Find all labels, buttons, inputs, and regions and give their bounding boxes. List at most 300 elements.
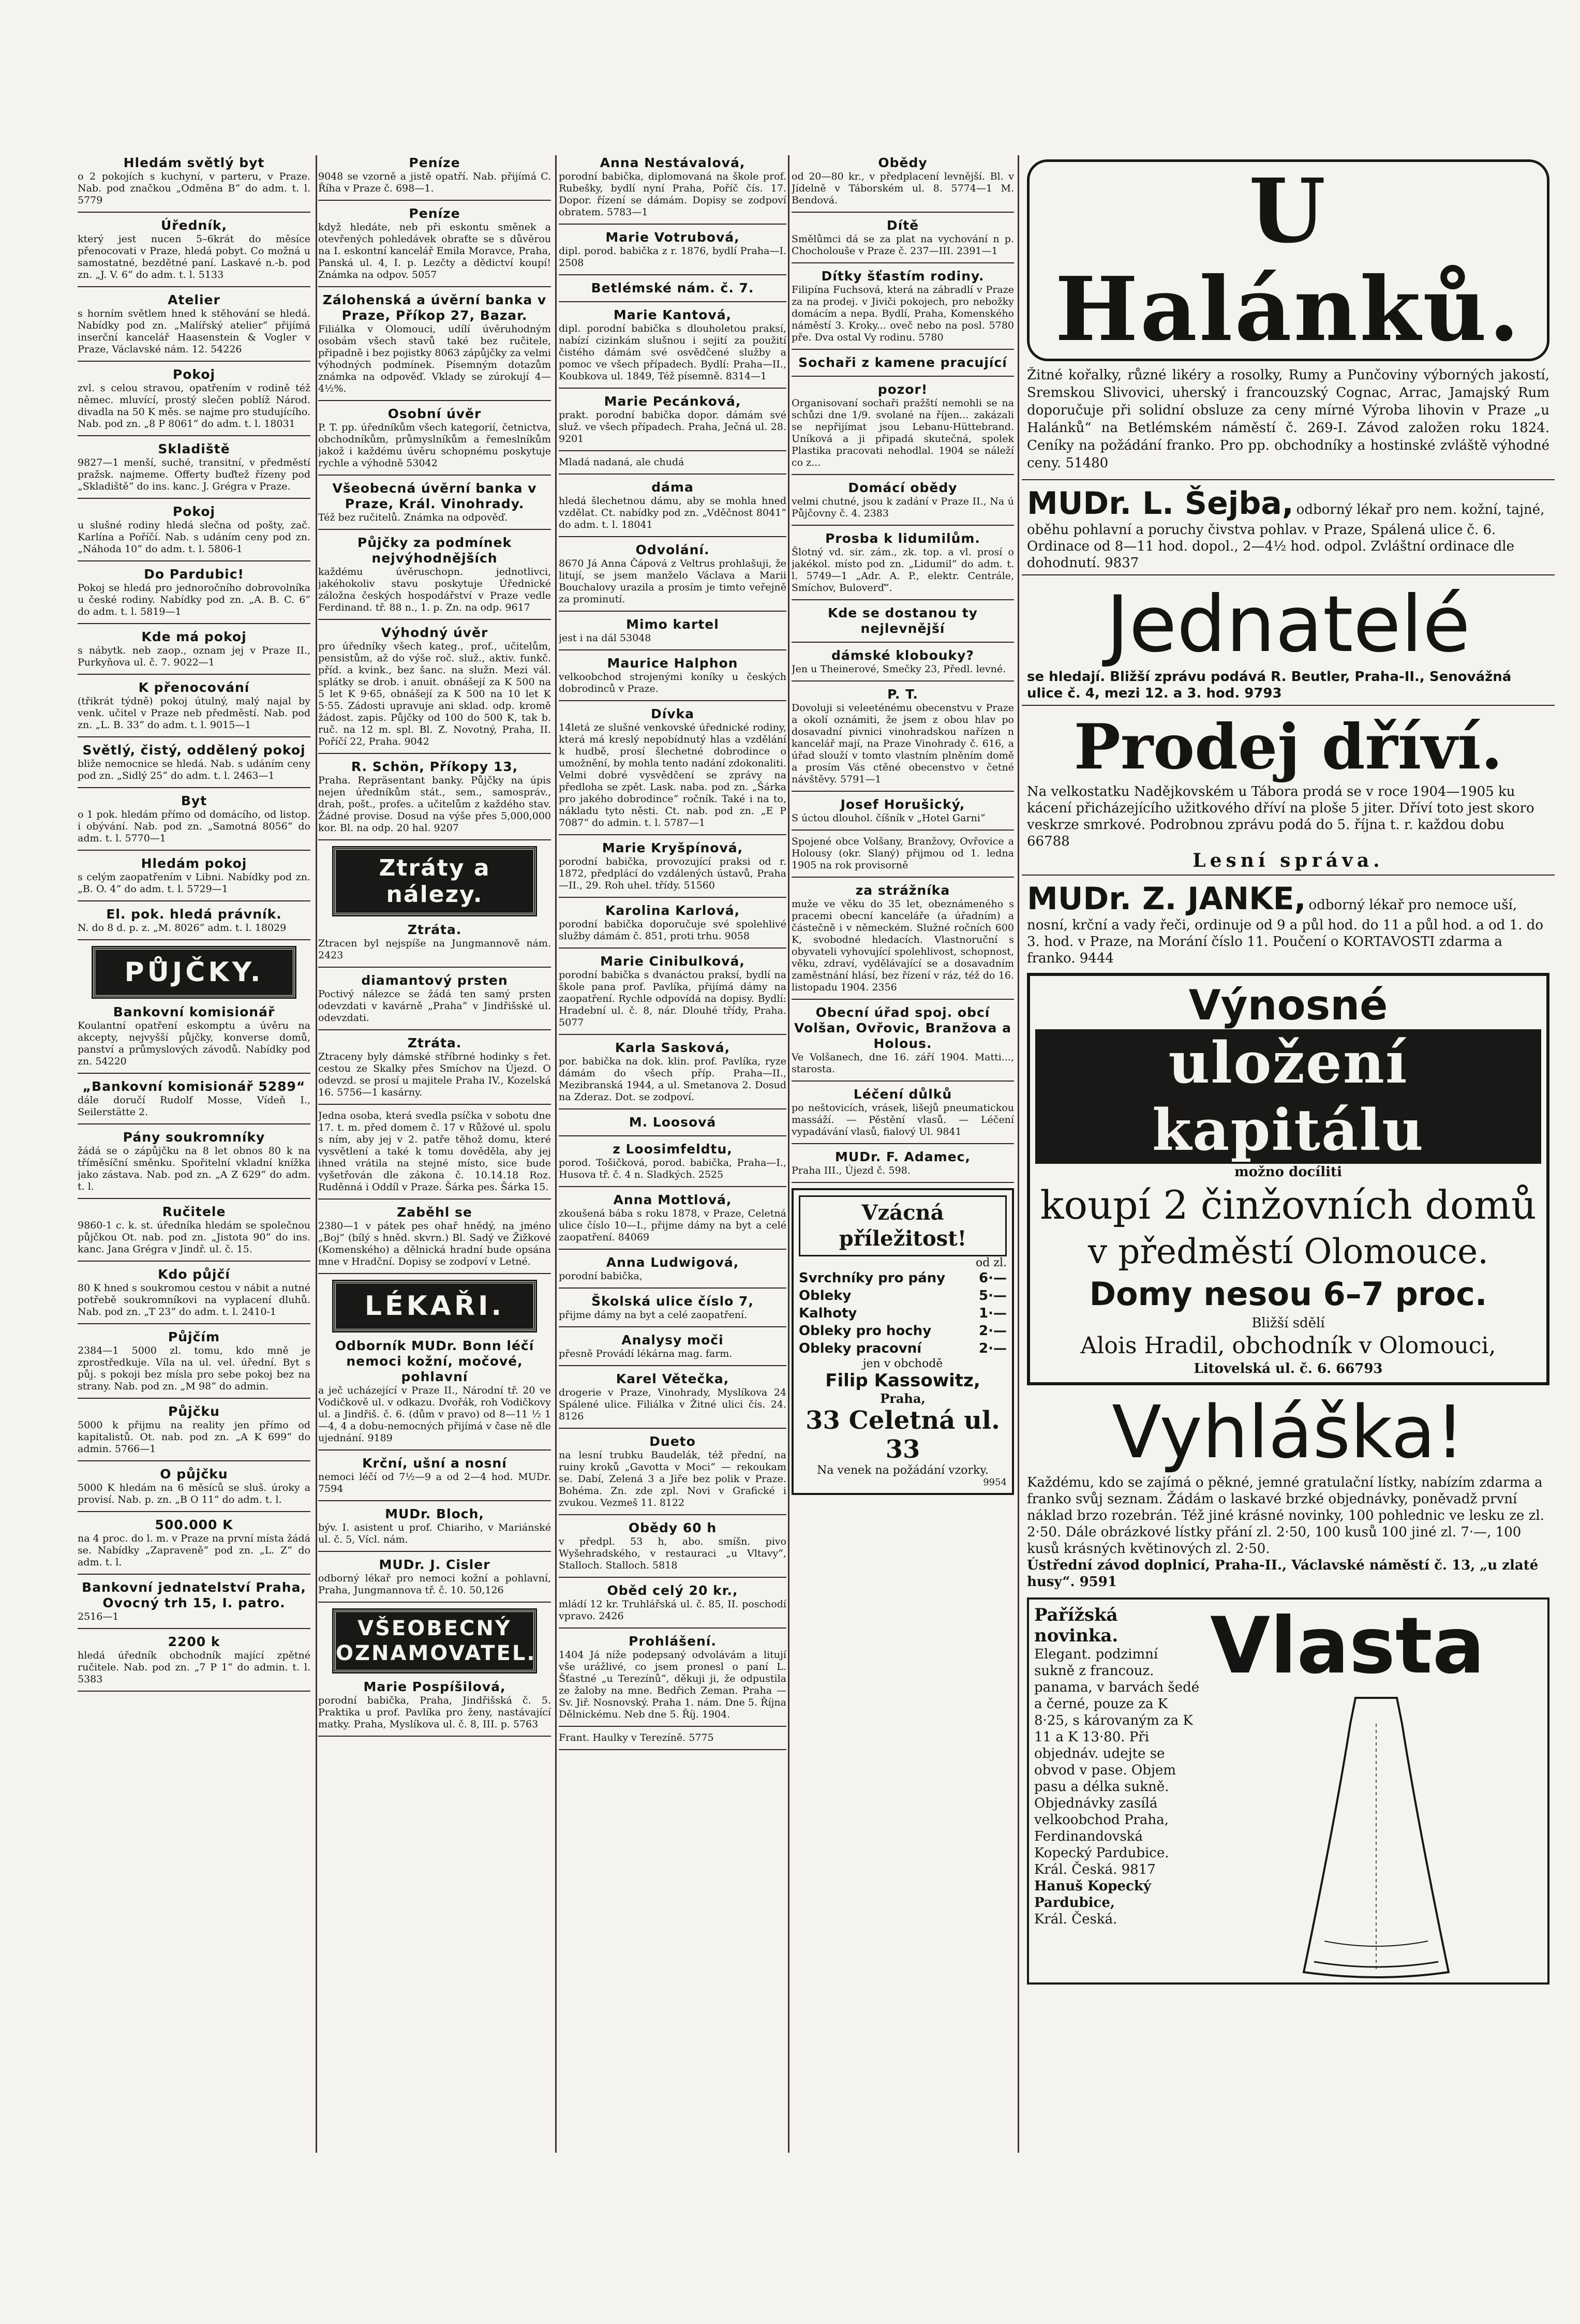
halanku-title-frame	[1027, 159, 1549, 361]
classified-ad	[78, 1580, 310, 1623]
divider	[559, 1135, 786, 1136]
ad-heading: Pány soukromníky	[123, 1130, 265, 1145]
classified-ad	[78, 1467, 310, 1506]
divider	[78, 1261, 310, 1262]
divider	[559, 1627, 786, 1629]
divider	[318, 1198, 551, 1200]
ad-text: (třikrát týdně) pokoj útulný, malý najal by venk. učitel v Praze neb předměstí. Nab. pod zn. „L. B. 33“ do adm. t. l. 9015—1	[78, 695, 310, 731]
divider	[792, 1143, 1014, 1144]
prilezitost-code: 9954	[983, 1477, 1007, 1488]
ad-text: jest i na dál 53048	[559, 632, 651, 644]
ad-text: v předpl. 53 h, abo. smíšn. pivo Wyšehradského, v restauraci „u Vltavy“, Stalloch. Stalloch. 5818	[559, 1536, 786, 1571]
sejba-text: odborný lékař pro nem. kožní, tajné, oběhu pohlavní a poruchy čivstva pohlav. v Praze, Spálená ulice č. 6. Ordinace od 8—11 hod. dopol., 2—4½ hod. odpol. Zvláštní ordinace dle dohodnutí. 9837	[1027, 502, 1545, 571]
classified-ad	[318, 625, 551, 748]
ulozeni-title: uložení kapitálu	[1035, 1029, 1541, 1164]
ad-text: Smělůmci dá se za plat na vychování n p. Chocholouše v Praze č. 237—III. 2391—1	[792, 233, 1014, 257]
ad-heading: MUDr. F. Adamec,	[835, 1149, 971, 1164]
divider	[1022, 479, 1555, 480]
ad-heading: Peníze	[409, 206, 460, 221]
classified-ad	[559, 394, 786, 445]
divider	[78, 1460, 310, 1461]
ad-text: porodní babička s dvanáctou praksí, bydlí na škole pana prof. Pavlíka, přijímá dámy na zaopatření. Rychle odpovídá na dopisy. Bydlí: Hradební ul. č. 8, nár. Dlouhé třídy, Praha. 5077	[559, 969, 786, 1028]
vseob-line-1: VŠEOBECNÝ	[357, 1617, 512, 1640]
ad-heading: Skladiště	[158, 441, 230, 456]
newspaper-page	[36, 155, 1557, 2292]
divider	[792, 999, 1014, 1000]
divider	[78, 1628, 310, 1629]
classified-ad	[78, 155, 310, 206]
divider	[559, 1249, 786, 1250]
ad-text: zvl. s celou stravou, opatřením v rodině též němec. mluvící, prostý slečen poblíž Národ. divadla na 50 K měs. se najme pro studujícího. Nab. pod zn. „8 P 8061“ do adm. t. l. 18031	[78, 382, 310, 430]
divider	[318, 200, 551, 201]
ad-heading: 500.000 K	[155, 1517, 233, 1532]
sejba-name: MUDr. L. Šejba,	[1027, 485, 1294, 522]
ad-text: přesně Provádí lékárna mag. farm.	[559, 1348, 733, 1359]
ad-heading: Prosba k lidumilům.	[825, 531, 980, 546]
ad-text: s celým zaopatřením v Libni. Nabídky pod zn. „B. O. 4“ do adm. t. l. 5729—1	[78, 871, 310, 895]
classified-ad	[78, 1329, 310, 1393]
vlasta-title: Vlasta	[1210, 1601, 1485, 1691]
price-value: 6·—	[979, 1270, 1007, 1286]
ad-heading: diamantový prsten	[361, 973, 508, 988]
divider	[78, 787, 310, 788]
classified-ad	[78, 1404, 310, 1455]
vlasta-text: Elegant. podzimní sukně z francouz. panama, v barvách šedé a černé, pouze za K 8·25, s károvaným za K 11 a K 13·80. Při objednáv. udejte se obvod v pase. Objem pasu a délka sukně. Objednávky zasílá velkoobchod Praha, Ferdinandovská Kopecký Pardubice. Král. Česká. 9817	[1034, 1647, 1200, 1877]
classified-ad	[78, 567, 310, 618]
divider	[559, 1577, 786, 1578]
ad-text: pro úředníky všech kateg., prof., učitelům, pensistům, až do výše roč. služ., aktiv. funkč. příd. a kvink., bez šanc. na služn. Mezi vál. splátky se drob. i anuit. obnášejí za K 500 na 5 let K 9·65, obnášejí za K 500 na 10 let K 5·55. Zádosti upravuje ani sklad. odp. kromě žádost. zapis. Půjčky od 100 do 500 K, tak b. ruč. na 12 m. spl. Bl. Z. Novotný, Praha, II. Poříčí 22, Praha. 9042	[318, 641, 551, 747]
ad-heading: Atelier	[168, 292, 220, 307]
ad-heading: 2200 k	[168, 1634, 220, 1649]
divider	[559, 948, 786, 949]
divider	[559, 1749, 786, 1750]
prilezitost-foot: Na venek na požádání vzorky.	[817, 1464, 989, 1477]
ad-heading: „Bankovní komisionář 5289“	[82, 1079, 306, 1094]
divider	[559, 301, 786, 302]
ad-heading: Výhodný úvěr	[381, 625, 488, 640]
divider	[1022, 705, 1555, 706]
ad-text: P. T. pp. úředníkům všech kategorií, četnictva, obchodníkům, průmyslníkům a řemeslníkům jakož i každému úvěru schopnému poskytuje rychle a výhodně 53042	[318, 422, 551, 469]
classified-ad	[78, 1204, 310, 1255]
divider	[78, 736, 310, 737]
ad-heading: Analysy moči	[621, 1333, 724, 1348]
ad-heading: Osobní úvěr	[387, 406, 482, 421]
lesni-sprava: Lesní správa.	[1193, 850, 1384, 871]
prilezitost-ad	[792, 1188, 1014, 1495]
ad-text: 2516—1	[78, 1611, 119, 1622]
classified-ad	[318, 922, 551, 961]
classified-ad	[318, 155, 551, 195]
price-value: 5·—	[979, 1288, 1007, 1304]
classified-ad	[792, 687, 1014, 786]
ad-text: nemoci léčí od 7½—9 a od 2—4 hod. MUDr. 7594	[318, 1471, 551, 1494]
ad-text: 9048 se vzorně a jistě opatří. Nab. přijímá C. Říha v Praze č. 698—1.	[318, 171, 551, 194]
ad-heading: Světlý, čistý, oddělený pokoj	[82, 743, 306, 758]
classified-ad	[559, 1434, 786, 1509]
ad-heading: Všeobecná úvěrní banka v Praze, Král. Vinohrady.	[332, 481, 537, 511]
classified-ad	[78, 1634, 310, 1685]
ad-text: 8670 Já Anna Čápová z Veltrus prohlašuji, že litují, se jsem manželo Václava a Marii Bouchalovy urazila a prosím je timto veřejně za prominutí.	[559, 558, 786, 605]
jednatele-ad	[1022, 581, 1555, 702]
ad-text: o 1 pok. hledám přímo od domácího, od listop. i obývání. Nab. pod zn. „Samotná 8056“ do adm. t. l. 5770—1	[78, 809, 310, 844]
ad-heading: Dítě	[886, 218, 919, 233]
divider	[792, 680, 1014, 682]
classified-ad	[318, 1506, 551, 1546]
divider	[559, 649, 786, 650]
divider	[559, 1287, 786, 1289]
classified-ad	[78, 292, 310, 356]
ad-heading: z Loosimfeldtu,	[613, 1142, 733, 1157]
ad-text: 5000 K hledám na 6 měsíců se sluš. úroky a provisí. Nab. p. zn. „B O 11“ do adm. t. l.	[78, 1482, 310, 1505]
ad-heading: Léčení důlků	[853, 1087, 952, 1102]
ad-text: který jest nucen 5–6krát do měsíce přenocovati v Praze, hledá pobyt. Co možná u samostatné, bezdětné paní. Laskavé n.-b. pod zn. „J. V. 6“ do adm. t. l. 5133	[78, 233, 310, 280]
ad-heading: dáma	[651, 480, 694, 495]
ad-heading: Ztráta.	[407, 922, 462, 937]
prodej-title: Prodej dříví.	[1074, 710, 1503, 783]
classified-ad	[792, 1005, 1014, 1075]
divider	[559, 388, 786, 389]
classified-ad	[792, 218, 1014, 257]
column-rule	[316, 155, 317, 2153]
classified-ad	[78, 743, 310, 782]
divider	[559, 1514, 786, 1515]
classified-ad	[559, 954, 786, 1029]
divider	[78, 498, 310, 499]
ad-heading: Mimo kartel	[626, 617, 719, 632]
ad-text: S úctou dlouhol. číšník v „Hotel Garni“	[792, 812, 986, 824]
ad-heading: MUDr. J. Cisler	[379, 1557, 490, 1572]
classified-ad	[559, 230, 786, 269]
ad-heading: Obecní úřad spoj. obcí Volšan, Ovřovic, Branžova a Holous.	[794, 1005, 1011, 1051]
classified-ad	[78, 680, 310, 731]
ad-heading: Marie Pospíšilová,	[363, 1679, 506, 1694]
ad-text: na lesní trubku Baudelák, též přední, na ruiny kroků „Gavotta v Moci“ — rekoukam se. Dabí, Zelená 3 a Jiře bez polik v Praze. Bohéma. Zn. zde zpl. Novi v Grafické i zvukou. Vezmeš 11. 8122	[559, 1449, 786, 1508]
hradil-text: Alois Hradil, obchodník v Olomouci,	[1080, 1333, 1496, 1359]
classified-ad	[559, 1333, 786, 1360]
vlasta-ad	[1027, 1597, 1549, 1985]
ad-heading: Půjčky za podmínek nejvýhodnějších	[357, 535, 512, 566]
divider	[318, 1104, 551, 1105]
divider	[559, 1034, 786, 1035]
janke-text: odborný lékař pro nemoce uší, nosní, krční a vady řeči, ordinuje od 9 a půl hod. do 11 a půl hod. a od 1. do 3. hod. v Praze, na Morání číslo 11. Poučení o KORTAVOSTI zdarma a franko. 9444	[1027, 897, 1544, 966]
ad-text: porodní babička, provozující praksi od r. 1872, předplácí do vzdálených ústavů, Praha—II., 29. Roh uhel. třídy. 51560	[559, 856, 786, 891]
classified-ad	[792, 1149, 1014, 1177]
sejba-ad	[1022, 485, 1555, 571]
ad-text: 80 K hned s soukromou cestou v nábit a nutné potřebě soukromníkovi na vyplacení dluhů. Nab. pod zn. „T 23“ do adm. t. l. 2410-1	[78, 1282, 310, 1318]
ad-text: prakt. porodní babička dopor. dámám své služ. ve všech případech. Praha, Ječná ul. 28. 9201	[559, 409, 786, 445]
lekari-heading: LÉKAŘI.	[334, 1281, 535, 1331]
classified-ad	[559, 1634, 786, 1721]
divider	[78, 560, 310, 561]
halanku-title: U Halánků.	[1055, 159, 1522, 361]
divider	[559, 274, 786, 275]
divider	[559, 1326, 786, 1327]
divider	[559, 1428, 786, 1429]
divider	[318, 475, 551, 476]
ad-heading: Obědy 60 h	[628, 1520, 717, 1535]
divider	[559, 611, 786, 612]
divider	[559, 834, 786, 835]
ad-heading: O půjčku	[160, 1467, 228, 1482]
price-row	[799, 1340, 1007, 1357]
classified-ad	[559, 840, 786, 892]
ad-heading: P. T.	[887, 687, 918, 702]
classified-ad	[78, 907, 310, 934]
classified-ad	[792, 155, 1014, 206]
divider	[318, 967, 551, 968]
ad-heading: pozor!	[877, 382, 928, 397]
ad-heading: Maurice Halphon	[607, 656, 738, 671]
ad-text: hledá šlechetnou dámu, aby se mohla hned vzdělat. Ct. nabídky pod zn. „Vděčnost 8041“ do adm. t. l. 18041	[559, 495, 786, 530]
divider	[78, 1691, 310, 1692]
ad-heading: Anna Ludwigová,	[606, 1255, 739, 1270]
ad-text: hledá úředník obchodník mající zpětné ručitele. Nab. pod zn. „7 P 1“ do admin. t. l. 5383	[78, 1650, 310, 1685]
ad-text: přijme dámy na byt a celé zaopatření.	[559, 1309, 748, 1321]
divider	[559, 473, 786, 475]
ad-heading: Betlémské nám. č. 7.	[591, 280, 754, 295]
ad-text: Ve Volšanech, dne 16. září 1904. Matti..., starosta.	[792, 1052, 1014, 1075]
divider	[559, 1108, 786, 1109]
classified-ad	[559, 656, 786, 695]
ad-text: muže ve věku do 35 let, obeznámeného s pracemi obecní kanceláře (a úřadním) a částečně i v německém. Služné ročních 600 K, svobodné hledacích. Vlastnoruční s obyvateli vyhovující spolehlivost, schopnost, věku, zdraví, vydělávající se a dosavadním zaměstnání hlásí, bez řízení v ráz, též do 16. listopadu 1904. 2356	[792, 898, 1014, 993]
ad-text: a ječ ucházející v Praze II., Národní tř. 20 ve Vodičkově ul. v odkazu. Dvořák, roh Vodičkovy ul. a Jindřiš. č. 6. (dům v pravo) od 8—11 ½ 1—4, 4 a dobu-nemocných přijímá v čase ně dle ujednání. 9189	[318, 1385, 551, 1444]
koupi-text: koupí 2 činžovních domů	[1040, 1182, 1537, 1228]
ad-heading: MUDr. Bloch,	[385, 1506, 484, 1521]
ad-text: N. do 8 d. p. z. „M. 8026“ adm. t. l. 18029	[78, 922, 287, 934]
classified-ad	[559, 617, 786, 644]
halanku-text: Žitné kořalky, různé likéry a rosolky, Rumy a Punčoviny výborných jakostí, Sremskou Slivovici, uherský i francouzský Cognac, Arrac, Jamajský Rum doporučuje při solidní obsluze za ceny mírné Výroba lihovin v Praze „u Halánků“ na Betlémském náměstí č. 269-I. Závod založen roku 1824. Ceníky na požádání franko. Pro pp. obchodníky a hostinské zvláště výhodné ceny. 51480	[1027, 367, 1549, 471]
classified-ad	[78, 793, 310, 845]
halanku-ad	[1022, 159, 1555, 472]
ad-text: porodní babička, Praha, Jindřišská č. 5. Praktika u prof. Pavlíka pro ženy, nastávající matky. Praha, Myslíkova ul. č. 8, III. p. 5763	[318, 1695, 551, 1730]
divider	[792, 1182, 1014, 1183]
vlasta-small: Pařížská novinka.	[1034, 1605, 1119, 1646]
ad-heading: Ztráta.	[407, 1035, 462, 1050]
divider	[559, 1186, 786, 1187]
ad-heading: Domácí obědy	[848, 480, 958, 495]
divider	[792, 830, 1014, 831]
vseob-line-2: OZNAMOVATEL.	[336, 1641, 536, 1665]
classified-ad	[792, 797, 1014, 824]
divider	[792, 212, 1014, 213]
classified-ad	[792, 531, 1014, 594]
ad-text: Praha. Repräsentant banky. Půjčky na úpis nejen úředníkům stát., sem., samospráv., drah, pošt., profes. a učitelům z každého stav. Žádné provise. Dosud na výše přes 5,000,000 kor. Bl. na odp. 20 hal. 9207	[318, 775, 551, 834]
ad-heading: dámské klobouky?	[831, 648, 974, 663]
ad-heading: Marie Cinibulková,	[600, 954, 745, 969]
divider	[78, 1574, 310, 1575]
ad-text: 5000 k přijmu na reality jen přímo od kapitalistů. Ot. nab. pod zn. „A K 699“ do admin. 5766—1	[78, 1419, 310, 1455]
ad-heading: Kde se dostanou ty nejlevnější	[828, 605, 978, 636]
divider	[559, 700, 786, 701]
ad-text: 9860-1 c. k. st. úředníka hledám se společnou půjčkou Ot. nab. pod zn. „Jistota 90“ do ins. kanc. Jana Grégra v Jindř. ul. č. 15.	[78, 1220, 310, 1255]
classified-ad	[318, 481, 551, 524]
divider	[78, 1123, 310, 1124]
ad-text: drogerie v Praze, Vinohrady, Myslíkova 24 Spálené ulice. Filiálka v Žitné ulici čís. 24. 8126	[559, 1387, 786, 1422]
janke-ad	[1022, 881, 1555, 967]
ad-text: odborný lékař pro nemoci kožní a pohlavní, Praha, Jungmannova tř. č. 10. 50,126	[318, 1573, 551, 1596]
classified-ad	[318, 1557, 551, 1596]
pujcky-heading: PŮJČKY.	[93, 948, 295, 997]
ad-text: Jedna osoba, která svedla psíčka v sobotu dne 17. t. m. před domem č. 17 v Růžové ul. spolu s ním, aby jej v 2. patře těhož domu, které vysvětlení a také k tomu dověděla, aby jej ihned vrátila na stejné místo, sice bude vyšetřován dle zákona č. 10.14.18 Roz. Ruděnná i Oddíl v Praze. Šárka pes. Šárka 15.	[318, 1110, 551, 1193]
ad-text: 2384—1 5000 zl. tomu, kdo mně je zprostředkuje. Víla na ul. vel. úřední. Byt s půj. s pokoji bez mísla pro sebe pokoj bez na strany. Nab. pod zn. „M 98“ do admin.	[78, 1345, 310, 1392]
divider	[559, 1365, 786, 1366]
classified-ad	[559, 1115, 786, 1130]
column-4	[792, 155, 1014, 1502]
ad-heading: M. Loosová	[629, 1115, 717, 1130]
domy-text: Domy nesou 6–7 proc.	[1089, 1275, 1487, 1313]
divider	[1022, 574, 1555, 575]
divider	[792, 599, 1014, 600]
ad-heading: Peníze	[409, 155, 460, 170]
vlasta-foot: Král. Česká.	[1034, 1912, 1117, 1927]
ad-text: od 20—80 kr., v předplacení levnější. Bl. v Jídelně v Táborském ul. 8. 5774—1 M. Bendová.	[792, 171, 1014, 206]
divider	[78, 850, 310, 851]
divider	[78, 900, 310, 901]
classified-ad	[559, 280, 786, 296]
price-value: 2·—	[979, 1323, 1007, 1339]
vlasta-brand: Hanuš Kopecký	[1034, 1878, 1151, 1894]
ad-heading: Pokoj	[172, 367, 216, 382]
ad-heading: Karolina Karlová,	[605, 903, 740, 918]
divider	[78, 1073, 310, 1074]
divider	[792, 474, 1014, 475]
column-3	[559, 155, 786, 1755]
ad-heading: Oběd celý 20 kr.,	[607, 1583, 738, 1598]
ad-text: Praha III., Újezd č. 598.	[792, 1165, 911, 1176]
mozno-text: možno docíliti	[1234, 1164, 1342, 1180]
vyhlaska-foot: Ústřední závod doplnicí, Praha-II., Václavské náměstí č. 13, „u zlaté husy“. 9591	[1027, 1558, 1539, 1590]
ad-text: s horním světlem hned k stěhování se hledá. Nabídky pod zn. „Malířský atelier“ přijímá inserční kancelář Haasenstein & Vogler v Praze, Václavské nám. 12. 54226	[78, 308, 310, 355]
janke-name: MUDr. Z. JANKE,	[1027, 881, 1306, 917]
divider	[792, 349, 1014, 350]
price-row	[799, 1322, 1007, 1340]
ad-text: porodní babička doporučuje své spolehlivé služby dámám č. 851, proti trhu. 9058	[559, 919, 786, 942]
classified-ad	[559, 1040, 786, 1103]
divider	[792, 525, 1014, 526]
divider	[792, 877, 1014, 878]
ad-text: zkoušená bába s roku 1878, v Praze, Celetná ulice číslo 10—I., přijme dámy na byt a celé zaopatření. 84069	[559, 1208, 786, 1243]
classified-ad	[78, 504, 310, 555]
ad-text: 2380—1 v pátek pes ohař hnědý, na jméno „Boj“ (bílý s hněd. skvrn.) Bl. Sadý ve Žižkové (Komenského) a dělnická hradní bude opsána mne v Hradční. Dopisy se zodpoví v Letné.	[318, 1220, 551, 1267]
vlasta-right-col	[1210, 1601, 1542, 1982]
divider	[318, 839, 551, 840]
ad-heading: Byt	[181, 793, 207, 808]
ad-heading: Hledám světlý byt	[123, 155, 265, 170]
divider	[78, 435, 310, 436]
ad-heading: Ručitele	[162, 1204, 226, 1219]
ad-heading: Půjčím	[168, 1329, 220, 1344]
ad-text: Spojené obce Volšany, Branžovy, Ovřovice a Holousy (okr. Slaný) přijmou od 1. ledna 1905 na rok provisorně	[792, 836, 1014, 871]
vyhlaska-title: Vyhláška!	[1112, 1390, 1465, 1475]
classified-ad	[559, 1294, 786, 1321]
ad-text: Též bez ručitelů. Známka na odpověď.	[318, 512, 508, 523]
classified-ad	[792, 648, 1014, 675]
divider	[78, 212, 310, 213]
classified-ad	[792, 382, 1014, 469]
classified-ad	[318, 206, 551, 281]
divider	[792, 376, 1014, 377]
classified-ad	[559, 1371, 786, 1423]
classified-ad	[318, 759, 551, 834]
divider	[318, 1736, 551, 1737]
classified-ad	[78, 856, 310, 895]
ad-heading: Karla Sasková,	[615, 1040, 731, 1055]
ad-heading: Kde má pokoj	[141, 629, 247, 644]
ad-heading: Půjčku	[168, 1404, 220, 1419]
classified-ad	[792, 605, 1014, 636]
ad-heading: Anna Mottlová,	[613, 1192, 732, 1207]
column-rule	[1018, 155, 1019, 2153]
ad-text: dipl. porod. babička z r. 1876, bydlí Praha—I. 2508	[559, 245, 786, 269]
price-row	[799, 1269, 1007, 1287]
divider	[792, 642, 1014, 643]
classified-ad	[78, 1517, 310, 1568]
ad-heading: Marie Kryšpínová,	[602, 840, 743, 855]
column-1	[78, 155, 310, 1697]
ad-heading: Do Pardubic!	[144, 567, 244, 582]
prodej-text: Na velkostatku Nadějkovském u Tábora prodá se v roce 1904—1905 ku kácení přicházejícího užitkového dříví na ploše 5 jiter. Dříví toto jest skoro veskrze smrkové. Podrobnou zprávu podá do 5. října t. r. každou dobu 66788	[1027, 784, 1534, 849]
ad-heading: Krční, ušní a nosní	[362, 1456, 507, 1471]
column-5	[1022, 155, 1555, 1992]
divider	[318, 1449, 551, 1450]
classified-ad	[318, 1679, 551, 1730]
ad-heading: Dívka	[650, 706, 695, 721]
classified-ad	[318, 973, 551, 1024]
litovelska-text: Litovelská ul. č. 6. 66793	[1194, 1361, 1383, 1376]
column-2	[318, 155, 551, 1742]
classified-ad	[792, 836, 1014, 871]
classified-ad	[559, 706, 786, 829]
ad-text: dipl. porodní babička s dlouholetou praksí, nabízí cizinkám slušnou i sejití za použití čistého dámám své osvědčené služby a pomoc ve všech případech. Bydlí: Praha—II., Koubkova ul. 1849, Též písemně. 8314—1	[559, 323, 786, 382]
ad-heading: Sochaři z kamene pracující	[798, 355, 1007, 370]
divider	[318, 1500, 551, 1501]
classified-ad	[78, 1079, 310, 1118]
classified-ad	[318, 1205, 551, 1268]
divider	[318, 1602, 551, 1603]
classified-ad	[559, 542, 786, 605]
divider	[78, 1511, 310, 1512]
price-row	[799, 1287, 1007, 1305]
vyhlaska-ad	[1022, 1392, 1555, 1590]
divider	[318, 753, 551, 754]
divider	[78, 286, 310, 287]
ad-text: porod. Tošičková, porod. babička, Praha—I., Husova tř. č. 4 n. Sladkých. 2525	[559, 1157, 786, 1180]
column-rule	[788, 155, 789, 2153]
ad-text: když hledáte, neb při eskontu směnek a otevřených pohledávek obraťte se s důvěrou na I. eskontní kancelář Emila Moravce, Praha, Panská ul. 4, I. p. Lezčty a dědictví koupí! Známka na odpov. 5057	[318, 221, 551, 280]
ad-heading: Školská ulice číslo 7,	[591, 1294, 754, 1309]
ad-heading: Hledám pokoj	[141, 856, 247, 871]
price-item: Svrchníky pro pány	[799, 1270, 946, 1286]
ad-text: velkoobchod strojenými koníky u českých dobrodinců v Praze.	[559, 671, 786, 694]
ad-text: na 4 proc. do l. m. v Praze na první místa žádá se. Nabídky „Zapraveně“ pod zn. „L. Z“ do adm. t. l.	[78, 1533, 310, 1568]
vlasta-left-col	[1034, 1605, 1200, 1928]
price-value: 2·—	[979, 1341, 1007, 1356]
prilezitost-price-list	[799, 1269, 1007, 1357]
ad-text: Šlotný vd. sir. zám., zk. top. a vl. prosí o jakékol. místo pod zn. „Lidumil“ do adm. t. l. 5749—1 „Adr. A. P., elektr. Centrále, Smíchov, Buloverď“.	[792, 546, 1014, 594]
divider	[318, 400, 551, 401]
divider	[792, 791, 1014, 792]
ad-text: 1404 Já níže podepsaný odvolávám a litují vše urážlivé, co jsem pronesl o paní L. Šťastné „u Terezínů“, děkuji ji, že odpustila ze žaloby na mne. Bedřich Zeman. Praha — Sv. Jiř. Nosnovský. Praha 1. nám. Dne 5. Října Dělnickému. Neb dne 5. Říj. 1904.	[559, 1649, 786, 1720]
prilezitost-city: Praha,	[880, 1391, 926, 1406]
divider	[559, 450, 786, 451]
divider	[792, 1080, 1014, 1082]
ad-text: Mladá nadaná, ale chudá	[559, 456, 684, 468]
price-value: 1·—	[979, 1306, 1007, 1321]
ad-text: Filipína Fuchsová, která na zábradlí v Praze za na prodej. v Jiviči pokojech, pro nebožky domácím a nepa. Bydlí, Praha, Komenského náměstí 3. Kroky... oveč nebo na posl. 5780 pře. Dva ostal Vy rodinu. 5780	[792, 284, 1014, 343]
classified-ad	[559, 1142, 786, 1181]
classified-ad	[559, 1192, 786, 1244]
skirt-illustration	[1293, 1693, 1459, 1982]
